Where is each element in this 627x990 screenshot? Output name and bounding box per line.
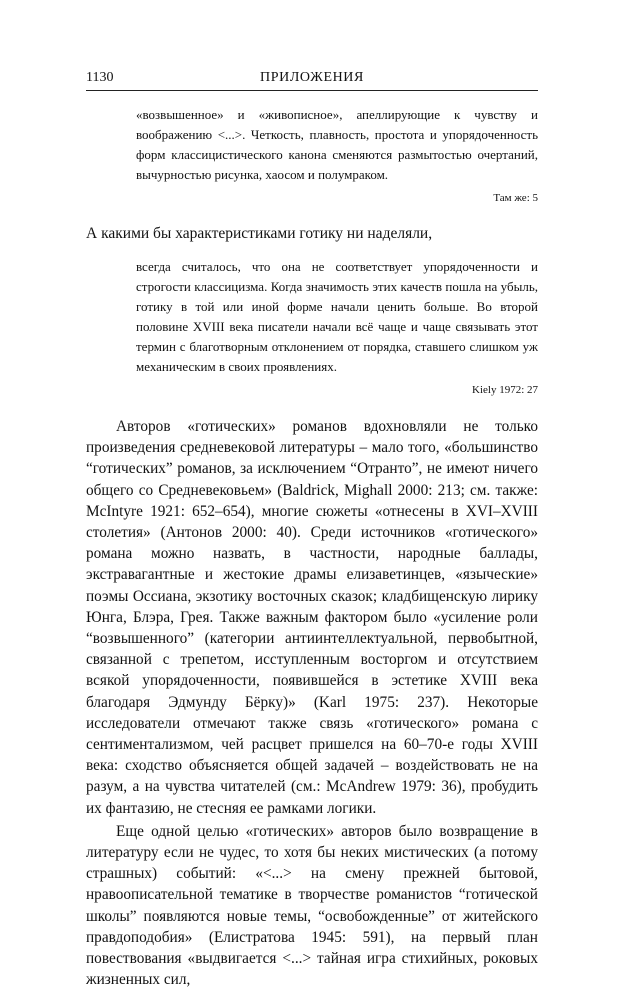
section-title: ПРИЛОЖЕНИЯ <box>260 70 364 85</box>
book-page <box>86 64 538 990</box>
running-header <box>86 64 538 91</box>
paragraph: Авторов «готических» романов вдохновляли не только произведения средневековой литературы – мало того, «большинство “готических” романов, за исключением “Отранто”, не имеют ничего общего со Средневековьем» (Baldrick, Mighall 2000: 213; см. также: McIntyre 1921: 652–654), многие сюжеты «отнесены в XVI–XVIII столетия» (Антонов 2000: 40). Среди источников «готического» романа можно назвать, в частности, народные баллады, экстравагантные и жестокие драмы елизаветинцев, «языческие» поэмы Оссиана, экзотику восточных сказок; кладбищенскую лирику Юнга, Блэра, Грея. Также важным фактором было «усиление роли “возвышенного” (категории антиинтеллектуальной, первобытной, связанной с трепетом, исступленным восторгом и отсутствием всякой упорядоченности, появившейся в эстетике XVIII века благодаря Эдмунду Бёрку)» (Karl 1975: 237). Некоторые исследователи отмечают также связь «готического» романа с сентиментализмом, чей расцвет пришелся на 60–70-е годы XVIII века: сходство объясняется общей задачей – воздействовать не на разум, а на чувства читателей (см.: McAndrew 1979: 36), пробудить их фантазию, не стесняя ее рамками логики. <box>86 418 538 817</box>
body-text <box>86 416 538 990</box>
page-number: 1130 <box>86 70 114 85</box>
quote-text: всегда считалось, что она не соответствует упорядоченности и строгости классицизма. Когда значимость этих качеств пошла на убыль, готику в той или иной форме начали ценить больше. Во второй половине XVIII века писатели начали всё чаще и чаще связывать этот термин с благотворным отклонением от порядка, ставшего слишком уж механическим в своих проявлениях. <box>136 259 538 374</box>
quote-source: Kiely 1972: 27 <box>472 384 538 396</box>
paragraph: Еще одной целью «готических» авторов было возвращение в литературу если не чудес, то хотя бы неких мистических (а потому страшных) событий: «<...> на смену прежней бытовой, нравоописательной тематике в творчестве романистов “готической школы” появляются новые темы, “освобожденные” от житейского правдоподобия» (Елистратова 1945: 591), на первый план повествования «выдвигается <...> тайная игра стихийных, роковых жизненных сил, <box>86 822 538 989</box>
quote-text: «возвышенное» и «живописное», апеллирующие к чувству и воображению <...>. Четкость, плавность, простота и упорядоченность форм классицистического канона сменяются размытостью очертаний, вычурностью рисунка, хаосом и полумраком. <box>136 107 538 182</box>
quote-source: Там же: 5 <box>493 192 538 204</box>
block-quote-2 <box>136 257 538 400</box>
block-quote-1 <box>136 105 538 208</box>
lead-sentence: А какими бы характеристиками готику ни наделяли, <box>86 225 433 242</box>
